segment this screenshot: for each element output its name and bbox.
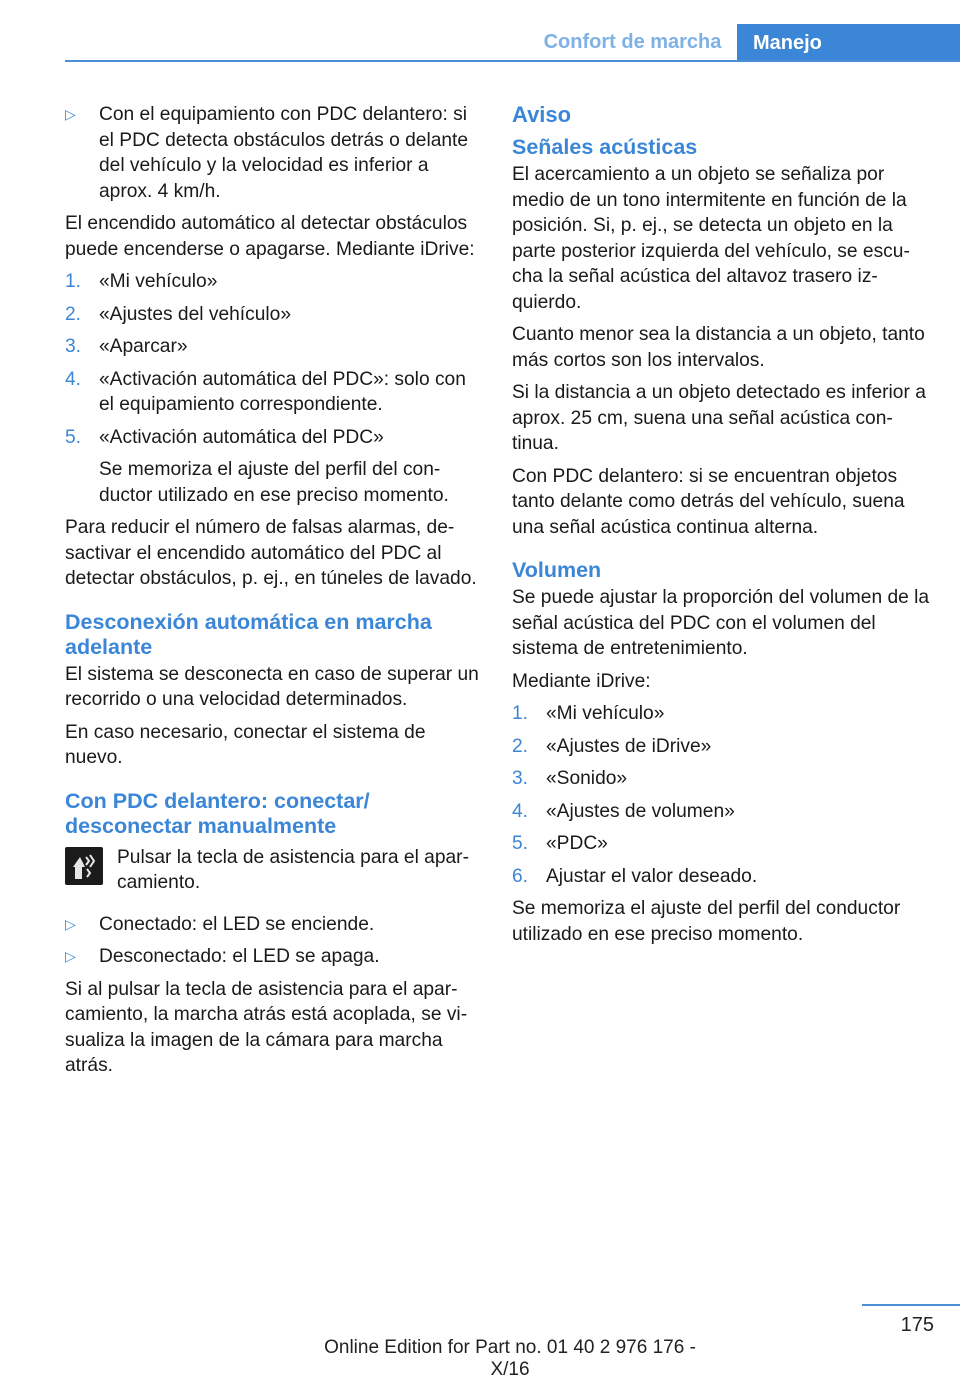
paragraph: Se puede ajustar la proporción del volumen de la señal acústica del PDC con el volumen del sistema de entretenimiento. <box>512 587 930 659</box>
header-rule <box>65 60 960 62</box>
triangle-right-icon: ▷ <box>65 915 76 932</box>
list-item: ▷ Con el equipamiento con PDC delantero: si el PDC detecta obstáculos detrás o delante del vehículo y la velocidad es inferior a aprox. 4 km/h. <box>65 104 469 202</box>
list-item: 1. «Mi vehículo» <box>512 703 665 724</box>
paragraph: El acercamiento a un objeto se señaliza por medio de un tono intermitente en función de la posición. Si, p. ej., se detecta un objeto en la parte posterior izquierda del vehículo, se escucha la señal acústica del altavoz trasero izquierdo. <box>512 164 910 313</box>
footer-rule <box>862 1304 960 1306</box>
list-item: ▷ Conectado: el LED se enciende. <box>65 912 480 938</box>
left-column <box>65 102 480 1086</box>
heading-volumen: Volumen <box>512 558 602 582</box>
heading-desconexion: Desconexión automática en marcha adelante <box>65 609 432 659</box>
parking-assist-icon <box>65 847 103 885</box>
paragraph: Con PDC delantero: si se encuentran objetos tanto delante como detrás del vehículo, suena una señal acústica continua alterna. <box>512 465 905 538</box>
list-item: 4. «Ajustes de volumen» <box>512 800 735 822</box>
list-item: 2. «Ajustes del vehículo» <box>65 303 291 325</box>
list-item: 5. «PDC» <box>512 833 608 854</box>
numbered-steps-left <box>65 269 480 508</box>
bullet-list-2 <box>65 912 480 970</box>
bullet-list-1 <box>65 102 480 204</box>
triangle-right-icon: ▷ <box>65 948 76 964</box>
list-item: ▷ Desconectado: el LED se apaga. <box>65 944 480 970</box>
heading-manual: Con PDC delantero: conectar/ desconectar manualmente <box>65 788 370 838</box>
page-number: 175 <box>900 1314 934 1336</box>
list-item: 3. «Sonido» <box>512 768 628 789</box>
paragraph: Si al pulsar la tecla de asistencia para el aparcamiento, la marcha atrás está acoplada, se visualiza la imagen de la cámara para marcha atrás. <box>65 978 468 1076</box>
header-chapter-tab: Manejo <box>737 24 960 62</box>
edition-footer: Online Edition for Part no. 01 40 2 976 176 - X/16 <box>324 1337 696 1380</box>
list-item: 4. «Activación automática del PDC»: solo con el equipamiento correspondiente. <box>65 368 466 415</box>
paragraph: Para reducir el número de falsas alarmas, desactivar el encendido automático del PDC al detectar obstáculos, p. ej., en túneles de lavado. <box>65 517 477 589</box>
paragraph: Se memoriza el ajuste del perfil del conductor utilizado en ese preciso momento. <box>512 898 901 945</box>
paragraph: Mediante iDrive: <box>512 670 651 692</box>
triangle-right-icon: ▷ <box>65 106 76 122</box>
paragraph: El encendido automático al detectar obstáculos puede encenderse o apagarse. Mediante iDrive: <box>65 213 475 260</box>
list-item: 2. «Ajustes de iDrive» <box>512 735 712 757</box>
step-subparagraph: Se memoriza el ajuste del perfil del conductor utilizado en ese preciso momento. <box>99 459 449 506</box>
paragraph: Si la distancia a un objeto detectado es inferior a aprox. 25 cm, suena una señal acústica continua. <box>512 382 926 454</box>
paragraph: El sistema se desconecta en caso de superar un recorrido o una velocidad determinados. <box>65 663 479 710</box>
list-item: 5. «Activación automática del PDC» Se memoriza el ajuste del perfil del conductor utilizado en ese preciso momento. <box>65 425 480 509</box>
heading-senales: Señales acústicas <box>512 135 698 159</box>
list-item: 6. Ajustar el valor deseado. <box>512 865 758 887</box>
icon-instruction <box>65 845 480 896</box>
paragraph: En caso necesario, conectar el sistema de nuevo. <box>65 721 426 768</box>
list-item: 1. «Mi vehículo» <box>65 271 218 292</box>
list-item: 3. «Aparcar» <box>65 336 188 357</box>
heading-aviso: Aviso <box>512 102 572 127</box>
icon-instruction-text: Pulsar la tecla de asistencia para el aparcamiento. <box>117 846 469 893</box>
numbered-steps-right <box>512 701 930 889</box>
right-column <box>512 102 930 954</box>
paragraph: Cuanto menor sea la distancia a un objeto, tanto más cortos son los intervalos. <box>512 324 925 371</box>
header-section-tab: Confort de marcha <box>543 30 722 53</box>
